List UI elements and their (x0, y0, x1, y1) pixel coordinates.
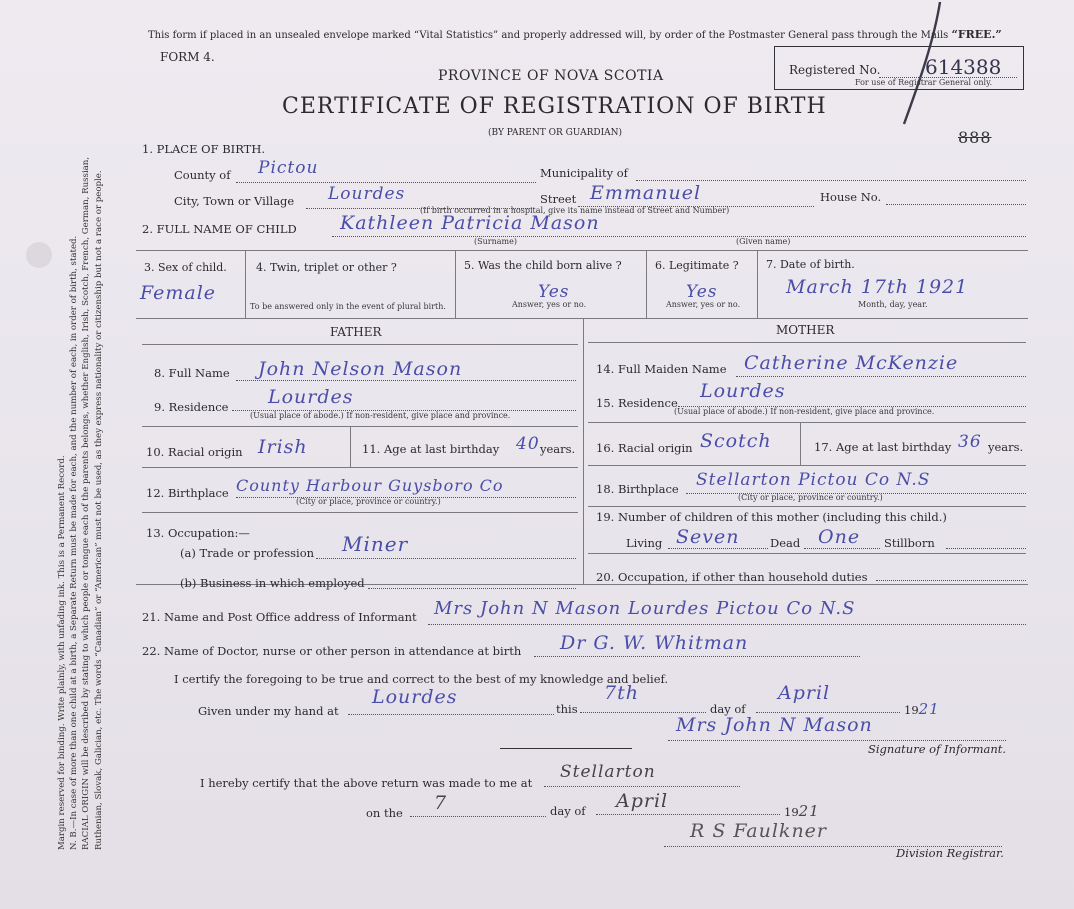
free-label: “FREE.” (951, 28, 1002, 41)
father-res-note: (Usual place of abode.) If non-resident, give place and province. (250, 411, 511, 420)
city-label: City, Town or Village (174, 194, 295, 208)
county-value: Pictou (258, 158, 319, 178)
father-age-value: 40 (516, 434, 540, 454)
this-label: this (556, 702, 578, 716)
municipality-label: Municipality of (540, 166, 628, 180)
hospital-note: (If birth occurred in a hospital, give its name instead of Street and Number) (420, 206, 730, 215)
dead-value: One (818, 526, 861, 548)
document-subtitle: (BY PARENT OR GUARDIAN) (488, 128, 623, 138)
margin-line: Ruthenian, Slovak, Galician, etc. The words “Canadian” or “American” must not be used, as they express nationality or citizenship but not a race or people. (93, 170, 104, 850)
registrar-day: 7 (434, 792, 448, 814)
year-prefix: 19 (904, 703, 919, 717)
registrar-sig-label: Division Registrar. (896, 846, 1004, 860)
child-name-value: Kathleen Patricia Mason (340, 212, 600, 234)
dead-label: Dead (770, 536, 801, 550)
twin-note: To be answered only in the event of plural birth. (250, 302, 446, 311)
date-label: 7. Date of birth. (766, 258, 855, 271)
given-note: (Given name) (736, 237, 791, 246)
mother-name-value: Catherine McKenzie (744, 352, 959, 374)
mother-heading: MOTHER (776, 323, 835, 337)
stillborn-label: Stillborn (884, 536, 935, 550)
mother-race-label: 16. Racial origin (596, 441, 693, 455)
margin-instructions (56, 10, 136, 850)
registration-box (774, 46, 1024, 90)
occupation-label: 13. Occupation:— (146, 526, 250, 540)
given-label: Given under my hand at (198, 704, 339, 718)
mother-res-note: (Usual place of abode.) If non-resident, give place and province. (674, 407, 935, 416)
mother-age-value: 36 (958, 432, 982, 452)
business-label: (b) Business in which employed (180, 576, 365, 590)
mother-race-value: Scotch (700, 430, 772, 452)
mother-bp-value: Stellarton Pictou Co N.S (696, 470, 931, 490)
legit-note: Answer, yes or no. (666, 300, 741, 309)
legit-value: Yes (686, 282, 718, 302)
living-label: Living (626, 536, 663, 550)
postal-notice (148, 28, 1002, 41)
registrar-signature: R S Faulkner (690, 820, 828, 842)
living-value: Seven (676, 526, 740, 548)
informant-signature: Mrs John N Mason (676, 714, 873, 736)
father-name-label: 8. Full Name (154, 366, 230, 380)
registrar-day-of: day of (550, 804, 586, 818)
alive-note: Answer, yes or no. (512, 300, 587, 309)
reg-year-suffix: 21 (798, 802, 820, 820)
year-suffix: 21 (918, 700, 940, 718)
child-name-label: 2. FULL NAME OF CHILD (142, 222, 297, 236)
reg-label: Registered No. (789, 63, 881, 77)
certify-text: I certify the foregoing to be true and correct to the best of my knowledge and belief. (174, 672, 669, 686)
father-heading: FATHER (330, 325, 382, 339)
registrar-place: Stellarton (560, 762, 656, 782)
father-res-value: Lourdes (268, 386, 354, 408)
mother-bp-label: 18. Birthplace (596, 482, 679, 496)
doctor-label: 22. Name of Doctor, nurse or other person in attendance at birth (142, 644, 522, 658)
father-bp-label: 12. Birthplace (146, 486, 229, 500)
father-years-label: years. (540, 442, 576, 456)
margin-line: Margin reserved for binding. Write plainly, with unfading ink. This is a Permanent Record. (57, 455, 67, 850)
mother-years-label: years. (988, 440, 1024, 454)
sex-value: Female (140, 282, 217, 304)
date-value: March 17th 1921 (786, 276, 969, 298)
alive-label: 5. Was the child born alive ? (464, 259, 622, 272)
father-name-value: John Nelson Mason (258, 358, 463, 380)
given-year (904, 700, 940, 718)
place-heading: 1. PLACE OF BIRTH. (142, 142, 266, 156)
mother-bp-note: (City or place, province or country.) (738, 493, 883, 502)
father-res-label: 9. Residence (154, 400, 229, 414)
province-title: PROVINCE OF NOVA SCOTIA (438, 68, 664, 84)
house-label: House No. (820, 190, 882, 204)
county-label: County of (174, 168, 231, 182)
mother-name-label: 14. Full Maiden Name (596, 362, 727, 376)
day-of-label: day of (710, 702, 746, 716)
trade-value: Miner (342, 532, 409, 556)
given-month: April (778, 682, 831, 704)
twin-label: 4. Twin, triplet or other ? (256, 261, 397, 274)
mother-age-label: 17. Age at last birthday (814, 440, 952, 454)
children-label: 19. Number of children of this mother (including this child.) (596, 510, 947, 524)
street-value: Emmanuel (590, 182, 702, 204)
street-label: Street (540, 192, 577, 206)
registrar-month: April (616, 790, 669, 812)
form-number: FORM 4. (160, 50, 215, 64)
reg-note: For use of Registrar General only. (855, 78, 993, 87)
given-day: 7th (604, 682, 639, 704)
informant-label: 21. Name and Post Office address of Informant (142, 610, 417, 624)
punch-hole (26, 242, 52, 268)
date-note: Month, day, year. (858, 300, 928, 309)
father-race-label: 10. Racial origin (146, 445, 243, 459)
given-place: Lourdes (372, 686, 458, 708)
father-race-value: Irish (258, 436, 308, 458)
mother-res-value: Lourdes (700, 380, 786, 402)
reg-year-prefix: 19 (784, 805, 799, 819)
surname-note: (Surname) (474, 237, 517, 246)
father-age-label: 11. Age at last birthday (362, 442, 500, 456)
postal-notice-text: This form if placed in an unsealed envelope marked “Vital Statistics” and properly addressed will, by order of the Postmaster General pass through the Mails (148, 30, 949, 41)
father-bp-note: (City or place, province or country.) (296, 497, 441, 506)
informant-sig-label: Signature of Informant. (868, 742, 1007, 756)
on-the-label: on the (366, 806, 403, 820)
city-value: Lourdes (328, 184, 406, 204)
margin-line: N. B.—In case of more than one child at a birth, a Separate Return must be made for each, and the number of each, in order of birth, stated. (69, 235, 80, 850)
mother-res-label: 15. Residence (596, 396, 678, 410)
reg-number: 614388 (925, 55, 1002, 79)
registrar-text: I hereby certify that the above return was made to me at (200, 776, 533, 790)
sex-label: 3. Sex of child. (144, 261, 227, 274)
registrar-year (784, 802, 820, 820)
alive-value: Yes (538, 282, 570, 302)
corner-number: 888 (958, 128, 992, 147)
document-title: CERTIFICATE OF REGISTRATION OF BIRTH (282, 94, 827, 119)
doctor-value: Dr G. W. Whitman (560, 632, 749, 654)
trade-label: (a) Trade or profession (180, 546, 315, 560)
informant-value: Mrs John N Mason Lourdes Pictou Co N.S (434, 598, 856, 619)
mother-occ-label: 20. Occupation, if other than household duties (596, 570, 868, 584)
legit-label: 6. Legitimate ? (655, 259, 739, 272)
margin-line: RACIAL ORIGIN will be described by stating to which people or tongue each of the parents belongs, whether English, Irish, Scotch, French, German, Russian, (81, 156, 92, 850)
father-bp-value: County Harbour Guysboro Co (236, 476, 504, 495)
